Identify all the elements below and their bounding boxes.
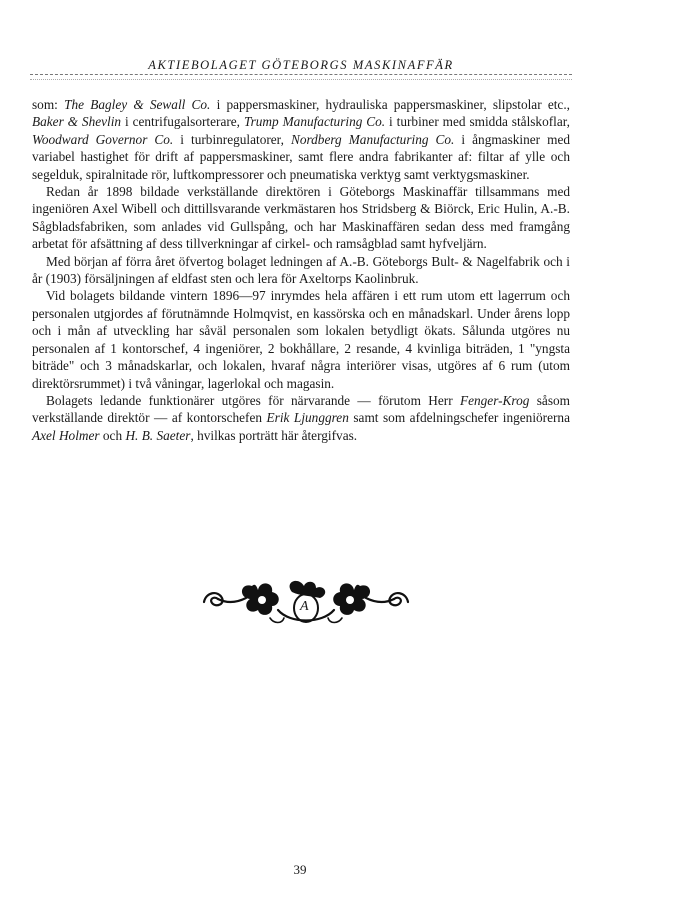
text-run: Med början af förra året öfvertog bolaget ledningen af A.-B. Göteborgs Bult- & Nagelfabrik och i år (1903) försäljningen af eldfast sten och lera för Axeltorps Kaolinbruk. [32, 253, 570, 287]
ornament-monogram: A [300, 599, 309, 614]
header-rule [30, 74, 572, 80]
page-number: 39 [293, 862, 307, 877]
text-run: i pappersmaskiner, hydrauliska pappersmaskiner, slipstolar etc., [210, 97, 570, 112]
italic-name: Nordberg Manufacturing Co. [290, 131, 455, 147]
text-run: i turbinregulatorer, [173, 131, 291, 147]
italic-name: Fenger-Krog [459, 392, 530, 408]
floral-vignette-icon [200, 572, 412, 634]
paragraph [32, 253, 570, 288]
text-run: såsom verkställande direktör — af kontorschefen [32, 392, 570, 426]
italic-name: Baker & Shevlin [32, 114, 122, 130]
paragraph [32, 287, 570, 391]
running-header: AKTIEBOLAGET GÖTEBORGS MASKINAFFÄR [148, 58, 454, 72]
text-run: Vid bolagets bildande vintern 1896—97 inrymdes hela affären i ett rum utom ett lagerrum och personalen utgjordes af förutnämnde Holmqvist, en kassörska och en månadskarl. Under årens lopp och i mån af utveckling har såväl personalen som lokalen betydligt ökats. Sålunda utgöres nu personalen af 1 kontorschef, 4 ingeniörer, 2 bokhållare, 2 resande, 4 kvinliga biträden, 1 "yngsta biträde" och 3 månadskarlar, och lokalen, hvaraf några interiörer visas, utgöres af 6 rum (utom direktörsrummet) i två våningar, lagerlokal och magasin. [32, 288, 570, 391]
italic-name: H. B. Saeter [125, 427, 191, 443]
italic-name: Trump Manufacturing Co. [243, 114, 386, 130]
text-run: som: [32, 97, 65, 112]
italic-name: Erik Ljunggren [266, 410, 349, 426]
body-text [32, 96, 570, 444]
italic-name: The Bagley & Sewall Co. [64, 97, 211, 112]
text-run: i centrifugalsorterare, [121, 114, 244, 130]
paragraph [32, 183, 570, 253]
italic-name: Woodward Governor Co. [32, 131, 174, 147]
paragraph [32, 392, 570, 444]
text-run: , hvilkas porträtt här återgifvas. [190, 427, 358, 443]
text-run: Redan år 1898 bildade verkställande direktören i Göteborgs Maskinaffär tillsammans med ingeniören Axel Wibell och dittillsvarande verkmästaren hos Stridsberg & Biörck, Eric Hulin, A.-B. Sågbladsfabriken, som anlades vid Gullspång, och har Maskinaffären sedan dess med framgång arbetat för afsättning af dess tillverkningar af cirkel- och ramsågblad samt hyfveljärn. [32, 184, 570, 252]
text-run: i turbiner med smidda stålskoflar, [385, 114, 570, 130]
text-run: samt som afdelningschefer ingeniörerna [348, 410, 570, 426]
italic-name: Axel Holmer [32, 427, 100, 443]
text-run: Bolagets ledande funktionärer utgöres för närvarande — förutom Herr [46, 392, 460, 408]
paragraph [32, 96, 570, 183]
text-run: i ångmaskiner med variabel hastighet för drift af pappersmaskiner, samt flere andra fabrikanter af: filtar af ylle och segelduk, spiralnitade rör, luftkompressorer och pneumatiska verktyg samt verktygsmaskiner. [32, 131, 571, 182]
text-run: och [99, 427, 126, 443]
